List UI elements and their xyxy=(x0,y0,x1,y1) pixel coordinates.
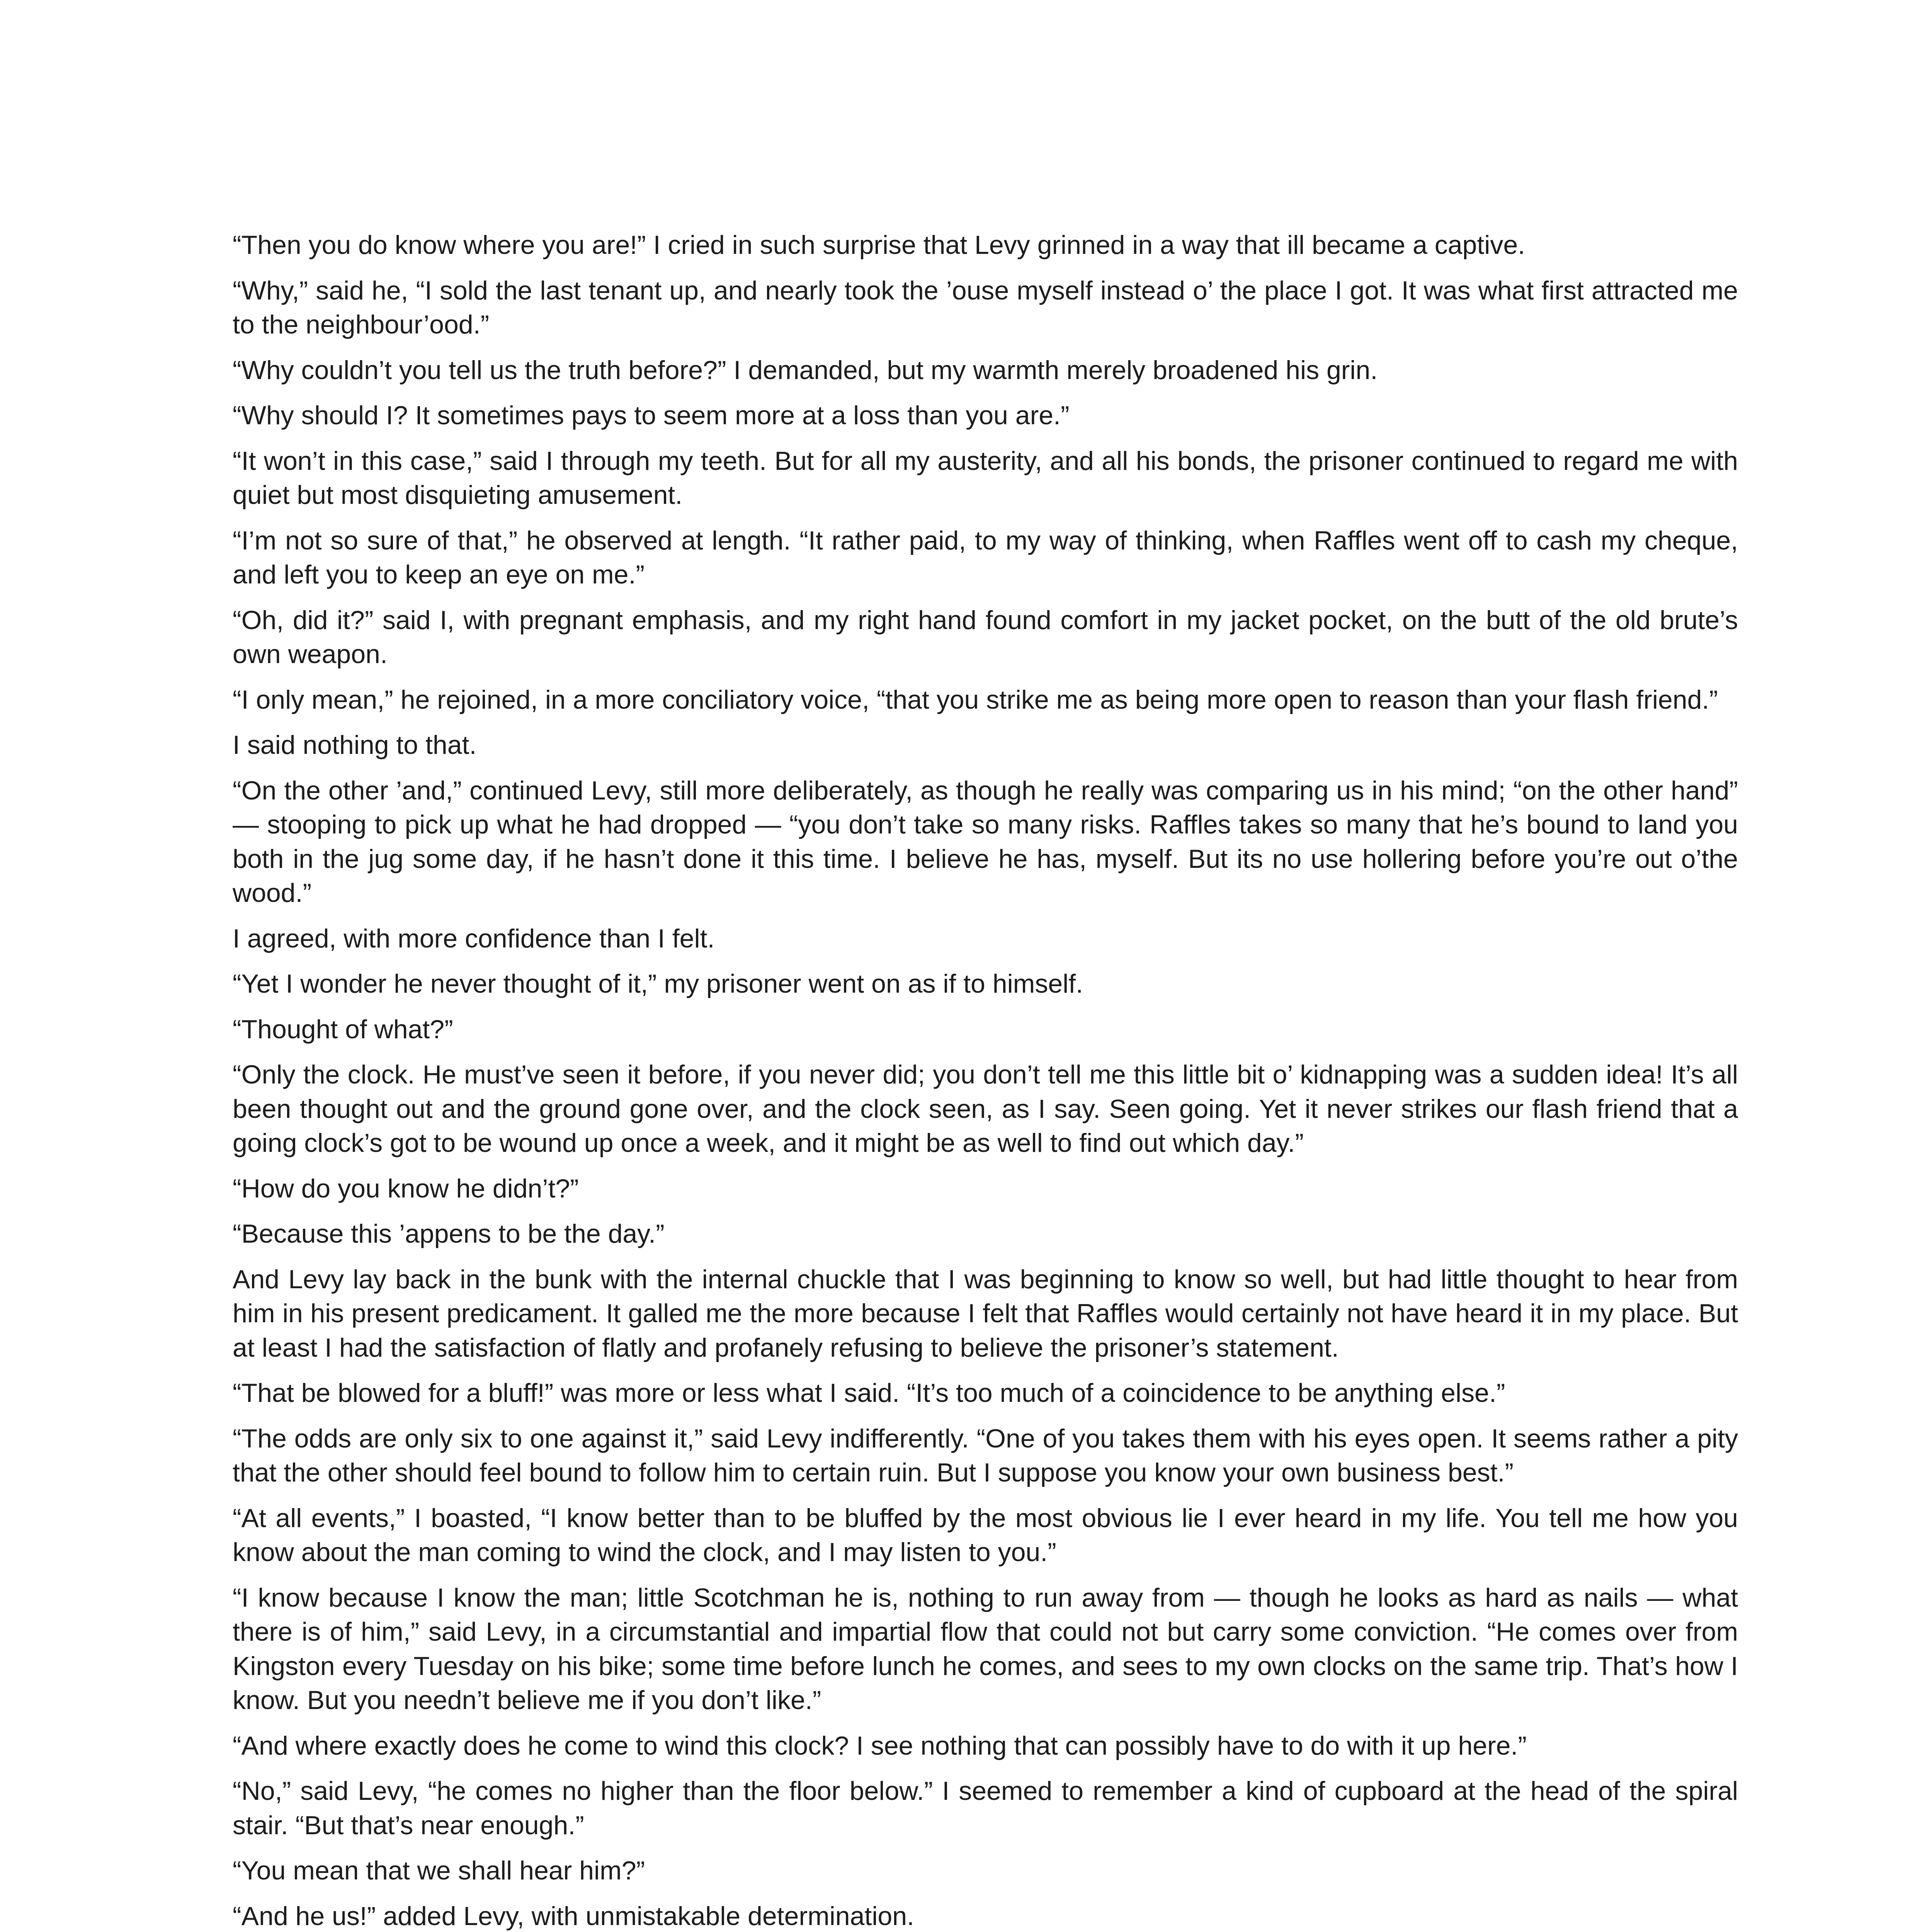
paragraph: “You mean that we shall hear him?” xyxy=(233,1856,645,1885)
paragraph: “How do you know he didn’t?” xyxy=(233,1173,579,1203)
paragraph: I agreed, with more confidence than I felt. xyxy=(233,923,715,953)
paragraph: “Because this ’appens to be the day.” xyxy=(233,1219,665,1248)
paragraph: “Oh, did it?” said I, with pregnant emphasis, and my right hand found comfort in my jacket pocket, on the butt of the old brute’s own weapon. xyxy=(233,605,1738,669)
paragraph: And Levy lay back in the bunk with the internal chuckle that I was beginning to know so well, but had little thought to hear from him in his present predicament. It galled me the more because I felt that Raffles would certainly not have heard it in my place. But at least I had the satisfaction of flatly and profanely refusing to believe the prisoner’s statement. xyxy=(233,1264,1738,1362)
paragraph: “And he us!” added Levy, with unmistakable determination. xyxy=(233,1901,914,1931)
paragraph: I said nothing to that. xyxy=(233,730,477,760)
paragraph: “That be blowed for a bluff!” was more or less what I said. “It’s too much of a coincidence to be anything else.” xyxy=(233,1378,1505,1408)
paragraph: “Why should I? It sometimes pays to seem more at a loss than you are.” xyxy=(233,401,1070,430)
paragraph: “Then you do know where you are!” I cried in such surprise that Levy grinned in a way that ill became a captive. xyxy=(233,230,1526,260)
paragraph: “I’m not so sure of that,” he observed at length. “It rather paid, to my way of thinking, when Raffles went off to cash my cheque, and left you to keep an eye on me.” xyxy=(233,526,1738,589)
paragraph: “On the other ’and,” continued Levy, still more deliberately, as though he really was comparing us in his mind; “on the other hand” — stooping to pick up what he had dropped — “you don’t take so many risks. Raffles takes so many that he’s bound to land you both in the jug some day, if he hasn’t done it this time. I believe he has, myself. But its no use hollering before you’re out o’the wood.” xyxy=(233,776,1738,908)
paragraph: “I know because I know the man; little Scotchman he is, nothing to run away from — though he looks as hard as nails — what there is of him,” said Levy, in a circumstantial and impartial flow that could not but carry some conviction. “He comes over from Kingston every Tuesday on his bike; some time before lunch he comes, and sees to my own clocks on the same trip. That’s how I know. But you needn’t believe me if you don’t like.” xyxy=(233,1583,1738,1715)
paragraph: “Only the clock. He must’ve seen it before, if you never did; you don’t tell me this little bit o’ kidnapping was a sudden idea! It’s all been thought out and the ground gone over, and the clock seen, as I say. Seen going. Yet it never strikes our flash friend that a going clock’s got to be wound up once a week, and it might be as well to find out which day.” xyxy=(233,1060,1738,1158)
paragraph: “And where exactly does he come to wind this clock? I see nothing that can possibly have to do with it up here.” xyxy=(233,1731,1527,1760)
paragraph: “Thought of what?” xyxy=(233,1014,453,1044)
paragraph: “No,” said Levy, “he comes no higher than the floor below.” I seemed to remember a kind of cupboard at the head of the spiral stair. “But that’s near enough.” xyxy=(233,1776,1738,1840)
paragraph: “Yet I wonder he never thought of it,” my prisoner went on as if to himself. xyxy=(233,969,1083,998)
paragraph: “Why couldn’t you tell us the truth before?” I demanded, but my warmth merely broadened his grin. xyxy=(233,355,1378,385)
page-text xyxy=(233,228,1738,1932)
paragraph: “I only mean,” he rejoined, in a more conciliatory voice, “that you strike me as being more open to reason than your flash friend.” xyxy=(233,685,1718,714)
paragraph: “It won’t in this case,” said I through my teeth. But for all my austerity, and all his bonds, the prisoner continued to regard me with quiet but most disquieting amusement. xyxy=(233,446,1738,510)
paragraph: “At all events,” I boasted, “I know better than to be bluffed by the most obvious lie I ever heard in my life. You tell me how you know about the man coming to wind the clock, and I may listen to you.” xyxy=(233,1503,1738,1567)
paragraph: “Why,” said he, “I sold the last tenant up, and nearly took the ’ouse myself instead o’ the place I got. It was what first attracted me to the neighbour’ood.” xyxy=(233,276,1738,339)
paragraph: “The odds are only six to one against it,” said Levy indifferently. “One of you takes them with his eyes open. It seems rather a pity that the other should feel bound to follow him to certain ruin. But I suppose you know your own business best.” xyxy=(233,1423,1738,1487)
